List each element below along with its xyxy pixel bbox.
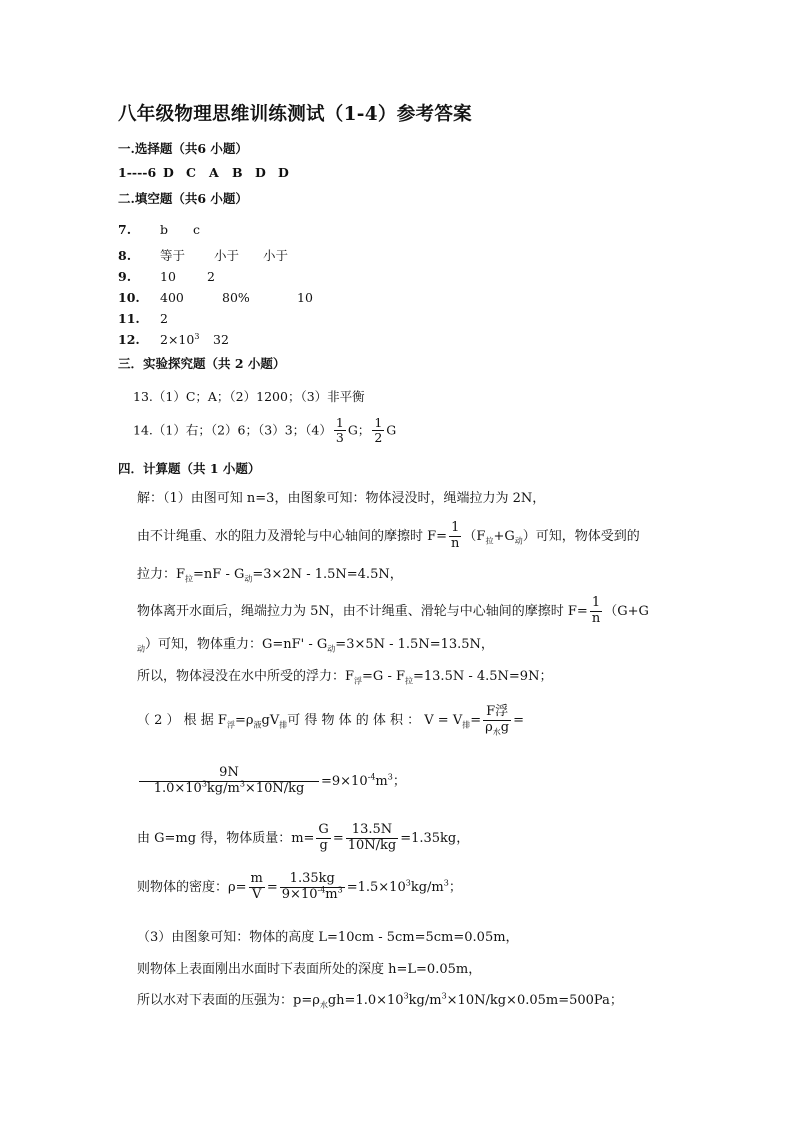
- solution-line: （ 2 ） 根 据 $F_浮=\rho_液gV_排$可 得 物 体 的 体 积 ： $V = V_排=$ $\frac{\text{F浮}}{\rho_水g}$ =: [137, 704, 525, 737]
- fill-answer: b: [160, 222, 169, 237]
- fill-answer: 等于: [160, 248, 186, 263]
- fill-answer: 2: [207, 269, 215, 284]
- fraction: $\frac{G}{g}$: [318, 822, 329, 853]
- fill-answer: 10: [160, 269, 176, 284]
- fraction: $\frac{1}{2}$: [374, 415, 383, 446]
- solution-line: 所以水对下表面的压强为：$p=\rho_水gh=1.0\times 10^3kg/m^3\times 10N/kg\times 0.05m=500Pa$；: [137, 991, 623, 1010]
- solution-line: $\frac{9N}{1.0\times 10^3kg/m^3\times 10N/kg}$ $=9\times 10^{-4}m^3$；: [137, 766, 406, 797]
- solution-line: 则物体上表面刚出水面时下表面所处的深度 h=L=0.05m，: [137, 962, 482, 977]
- section-heading-calculation: 四．计算题（共 1 小题）: [118, 461, 261, 476]
- choice-answer: D: [255, 165, 266, 180]
- fraction: $\frac{13.5N}{10N/kg}$: [347, 822, 397, 853]
- question-number: 10.: [118, 290, 140, 305]
- question-number: 8.: [118, 248, 132, 263]
- answer-13: 13.（1）C；A；（2）1200；（3）非平衡: [133, 389, 365, 404]
- fill-answer: c: [193, 222, 201, 237]
- question-number: 12.: [118, 332, 140, 347]
- choice-answer: C: [186, 165, 196, 180]
- fraction: $\frac{1.35kg}{9\times 10^{-4}m^3}$: [281, 871, 343, 902]
- solution-line: 由不计绳重、水的阻力及滑轮与中心轴间的摩擦时 F= $\frac{1}{n}$ $(F_拉+G_动)$可知，物体受到的: [137, 520, 640, 551]
- fill-answer: 80%: [222, 290, 250, 305]
- fill-answer: 小于: [214, 248, 240, 263]
- page-title: 八年级物理思维训练测试（1-4）参考答案: [118, 104, 472, 125]
- fill-answer: 2: [160, 311, 168, 326]
- solution-line: $_动$）可知，物体重力：$G=nF' - G_动=3\times 5N - 1.5N=13.5N$，: [137, 637, 494, 654]
- question-number: 11.: [118, 311, 140, 326]
- fraction: $\frac{m}{V}$: [250, 871, 263, 902]
- fraction: $\frac{9N}{1.0\times 10^3kg/m^3\times 10N/kg}$: [139, 766, 319, 797]
- fraction: $\frac{1}{3}$: [335, 415, 344, 446]
- question-number: 7.: [118, 222, 132, 237]
- choice-answer: D: [278, 165, 289, 180]
- section-heading-experiment: 三．实验探究题（共 2 小题）: [118, 356, 286, 371]
- solution-line: 所以，物体浸没在水中所受的浮力：$F_浮=G - F_拉=13.5N - 4.5N=9N$；: [137, 669, 553, 686]
- solution-line: 物体离开水面后，绳端拉力为 5N，由不计绳重、滑轮与中心轴间的摩擦时 F= $\frac{1}{n}$ （G+G: [137, 595, 649, 626]
- question-number: 9.: [118, 269, 132, 284]
- choice-answer: D: [163, 165, 174, 180]
- fraction: $\frac{1}{n}$: [591, 595, 601, 626]
- section-heading-fill: 二.填空题（共6 小题）: [118, 191, 248, 206]
- choice-answer: B: [232, 165, 243, 180]
- choice-range: 1----6: [118, 165, 157, 180]
- solution-line: 则物体的密度：ρ= $\frac{m}{V}$ = $\frac{1.35kg}{9\times 10^{-4}m^3}$ $=1.5\times 10^3kg/m^3$；: [137, 871, 462, 902]
- solution-line: 解：（1）由图可知 n=3，由图象可知：物体浸没时，绳端拉力为 2N，: [137, 491, 546, 506]
- fraction: $\frac{1}{n}$: [451, 520, 460, 551]
- fill-answer: 小于: [263, 248, 289, 263]
- solution-line: （3）由图象可知：物体的高度 L=10cm - 5cm=5cm=0.05m，: [137, 930, 519, 945]
- solution-line: 由 G=mg 得，物体质量：m= $\frac{G}{g}$ = $\frac{13.5N}{10N/kg}$ =1.35kg，: [137, 822, 470, 853]
- choice-answer: A: [209, 165, 219, 180]
- fill-answer: 32: [213, 332, 229, 347]
- answer-14: 14.（1）右；（2）6；（3）3；（4） $\frac{1}{3}$ G； $\frac{1}{2}$ G: [133, 415, 397, 446]
- fill-answer: $2\times 10^3$: [160, 331, 200, 347]
- fraction: $\frac{\text{F浮}}{\rho_水g}$: [485, 704, 510, 737]
- solution-line: 拉力：$F_拉=nF - G_动=3\times 2N - 1.5N=4.5N$，: [137, 567, 403, 584]
- fill-answer: 10: [297, 290, 313, 305]
- fill-answer: 400: [160, 290, 184, 305]
- section-heading-choice: 一.选择题（共6 小题）: [118, 141, 248, 156]
